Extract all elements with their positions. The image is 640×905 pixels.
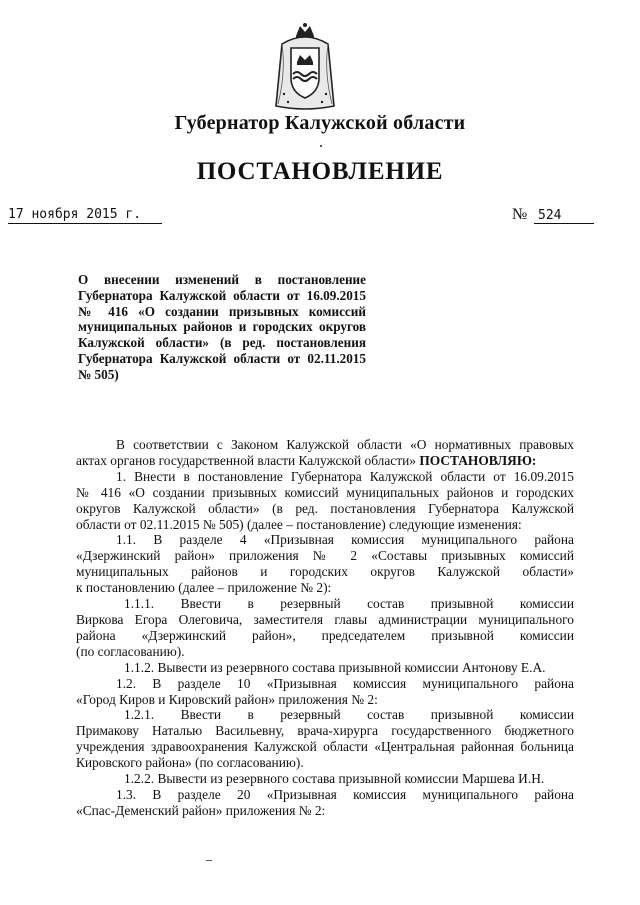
document-number (512, 206, 594, 224)
subject-line: О внесении изменений в постановление (78, 272, 366, 287)
body-line: 1. Внести в постановление Губернатора Калужской области от 16.09.2015 (116, 468, 574, 484)
body-line: «Дзержинский район» приложения № 2 «Составы призывных комиссий (76, 548, 574, 564)
issuer-title: Губернатор Калужской области (174, 112, 466, 134)
body-line: 1.3. В разделе 20 «Призывная комиссия муниципального района (116, 786, 574, 802)
body-line (76, 453, 574, 469)
subject-line: Губернатора Калужской области от 16.09.2015 (78, 287, 366, 303)
body-line: 1.2.2. Вывести из резервного состава призывной комиссии Маршева И.Н. (124, 771, 545, 787)
subject-line: Калужской области» (в ред. постановления (78, 335, 366, 351)
subject-line: Губернатора Калужской области от 02.11.2015 (78, 350, 366, 366)
number-sign: № (512, 206, 528, 223)
body-line: «Город Киров и Кировский район» приложения № 2: (76, 691, 378, 707)
decree-keyword: ПОСТАНОВЛЯЮ: (419, 452, 537, 468)
document-body (76, 437, 574, 819)
subject-line: № 416 «О создании призывных комиссий (78, 303, 366, 319)
body-line: № 416 «О создании призывных комиссий муниципальных районов и городских (76, 484, 574, 500)
scan-speck (320, 145, 322, 147)
body-line: 1.2. В разделе 10 «Призывная комиссия муниципального района (116, 675, 574, 691)
body-line: «Спас-Деменский район» приложения № 2: (76, 802, 326, 818)
document-date: 17 ноября 2015 г. (8, 207, 162, 224)
body-line: области от 02.11.2015 № 505) (далее – постановление) следующие изменения: (76, 516, 522, 532)
subject-line: № 505) (78, 366, 119, 382)
scan-speck (206, 860, 212, 861)
body-line: Примакову Наталью Васильевну, врача-хирурга государственного бюджетного (76, 723, 574, 739)
body-line: 1.2.1. Ввести в резервный состав призывной комиссии (124, 707, 574, 723)
body-line: (по согласованию). (76, 643, 185, 659)
body-line: 1.1. В разделе 4 «Призывная комиссия муниципального района (116, 532, 574, 548)
body-text: актах органов государственной власти Калужской области» (76, 452, 416, 468)
body-line: учреждения здравоохранения Калужской области «Центральная районная больница (76, 739, 574, 755)
body-line: округов Калужской области» (в ред. постановления Губернатора Калужской (76, 500, 574, 516)
body-line: 1.1.1. Ввести в резервный состав призывной комиссии (124, 596, 574, 612)
body-line: В соответствии с Законом Калужской области «О нормативных правовых (116, 437, 574, 452)
coat-of-arms-icon (272, 22, 338, 112)
body-line: к постановлению (далее – приложение № 2): (76, 580, 332, 596)
body-line: Виркова Егора Олеговича, заместителя главы администрации муниципального (76, 611, 574, 627)
document-type-title: ПОСТАНОВЛЕНИЕ (196, 158, 444, 185)
number-value: 524 (534, 208, 594, 224)
body-line: района «Дзержинский район», председателем призывной комиссии (76, 627, 574, 643)
body-line: Кировского района» (по согласованию). (76, 755, 304, 771)
body-line: муниципальных районов и городских округов Калужской области» (76, 564, 574, 580)
document-subject (78, 272, 366, 383)
body-line: 1.1.2. Вывести из резервного состава призывной комиссии Антонову Е.А. (124, 659, 546, 675)
subject-line: муниципальных районов и городских округов (78, 319, 366, 335)
